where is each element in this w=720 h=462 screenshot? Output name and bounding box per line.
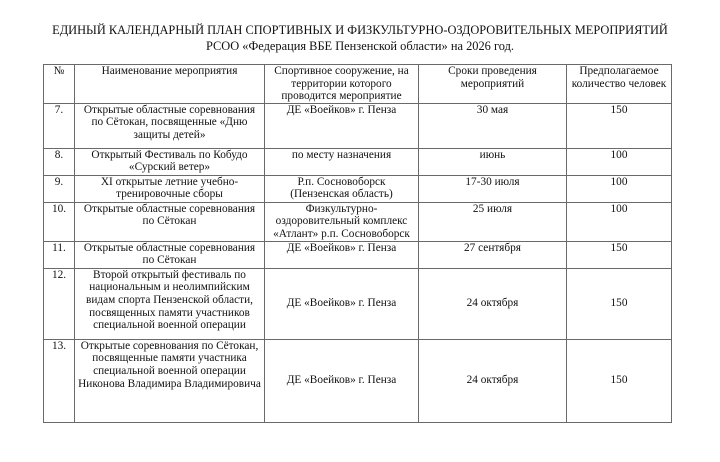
event-dates: 24 октября <box>419 268 567 339</box>
row-number: 9. <box>44 175 75 202</box>
col-header-event-name: Наименование мероприятия <box>75 65 265 104</box>
event-people: 100 <box>567 202 672 241</box>
col-header-venue: Спортивное сооружение, на территории которого проводится мероприятие <box>265 65 419 104</box>
event-venue: ДЕ «Воейков» г. Пенза <box>265 241 419 268</box>
table-row <box>44 148 672 175</box>
document-subtitle: РСОО «Федерация ВБЕ Пензенской области» на 2026 год. <box>206 39 514 53</box>
event-people: 100 <box>567 148 672 175</box>
event-dates: 30 мая <box>419 103 567 148</box>
event-name: Открытый Фестиваль по Кобудо «Сурский ветер» <box>75 148 265 175</box>
table-row <box>44 175 672 202</box>
document-title: ЕДИНЫЙ КАЛЕНДАРНЫЙ ПЛАН СПОРТИВНЫХ И ФИЗКУЛЬТУРНО-ОЗДОРОВИТЕЛЬНЫХ МЕРОПРИЯТИЙ <box>52 23 668 37</box>
events-table <box>43 64 672 423</box>
event-name: Второй открытый фестиваль по национальным и неолимпийским видам спорта Пензенской области, посвященных памяти участников специальной военной операции <box>75 268 265 339</box>
event-people: 150 <box>567 241 672 268</box>
table-row <box>44 268 672 339</box>
event-people: 150 <box>567 103 672 148</box>
event-dates: июнь <box>419 148 567 175</box>
event-dates: 25 июля <box>419 202 567 241</box>
event-venue: ДЕ «Воейков» г. Пенза <box>265 268 419 339</box>
row-number: 8. <box>44 148 75 175</box>
event-dates: 17-30 июля <box>419 175 567 202</box>
event-venue: Физкультурно-оздоровительный комплекс «Атлант» р.п. Сосновоборск <box>265 202 419 241</box>
row-number: 11. <box>44 241 75 268</box>
row-number: 10. <box>44 202 75 241</box>
event-name: XI открытые летние учебно-тренировочные сборы <box>75 175 265 202</box>
event-people: 100 <box>567 175 672 202</box>
event-dates: 24 октября <box>419 339 567 422</box>
event-venue: ДЕ «Воейков» г. Пенза <box>265 339 419 422</box>
event-name: Открытые областные соревнования по Сётокан, посвященные «Дню защиты детей» <box>75 103 265 148</box>
row-number: 12. <box>44 268 75 339</box>
row-number: 7. <box>44 103 75 148</box>
event-dates: 27 сентября <box>419 241 567 268</box>
event-venue: ДЕ «Воейков» г. Пенза <box>265 103 419 148</box>
col-header-number: № <box>44 65 75 104</box>
event-people: 150 <box>567 339 672 422</box>
event-name: Открытые областные соревнования по Сётокан <box>75 241 265 268</box>
table-row <box>44 103 672 148</box>
event-name: Открытые соревнования по Сётокан, посвященные памяти участника специальной военной операции Никонова Владимира Владимировича <box>75 339 265 422</box>
row-number: 13. <box>44 339 75 422</box>
table-header-row <box>44 65 672 104</box>
event-venue: по месту назначения <box>265 148 419 175</box>
table-row <box>44 339 672 422</box>
event-people: 150 <box>567 268 672 339</box>
col-header-people: Предполагаемое количество человек <box>567 65 672 104</box>
table-row <box>44 241 672 268</box>
event-name: Открытые областные соревнования по Сётокан <box>75 202 265 241</box>
event-venue: Р.п. Сосновоборск (Пензенская область) <box>265 175 419 202</box>
col-header-dates: Сроки проведения мероприятий <box>419 65 567 104</box>
table-row <box>44 202 672 241</box>
